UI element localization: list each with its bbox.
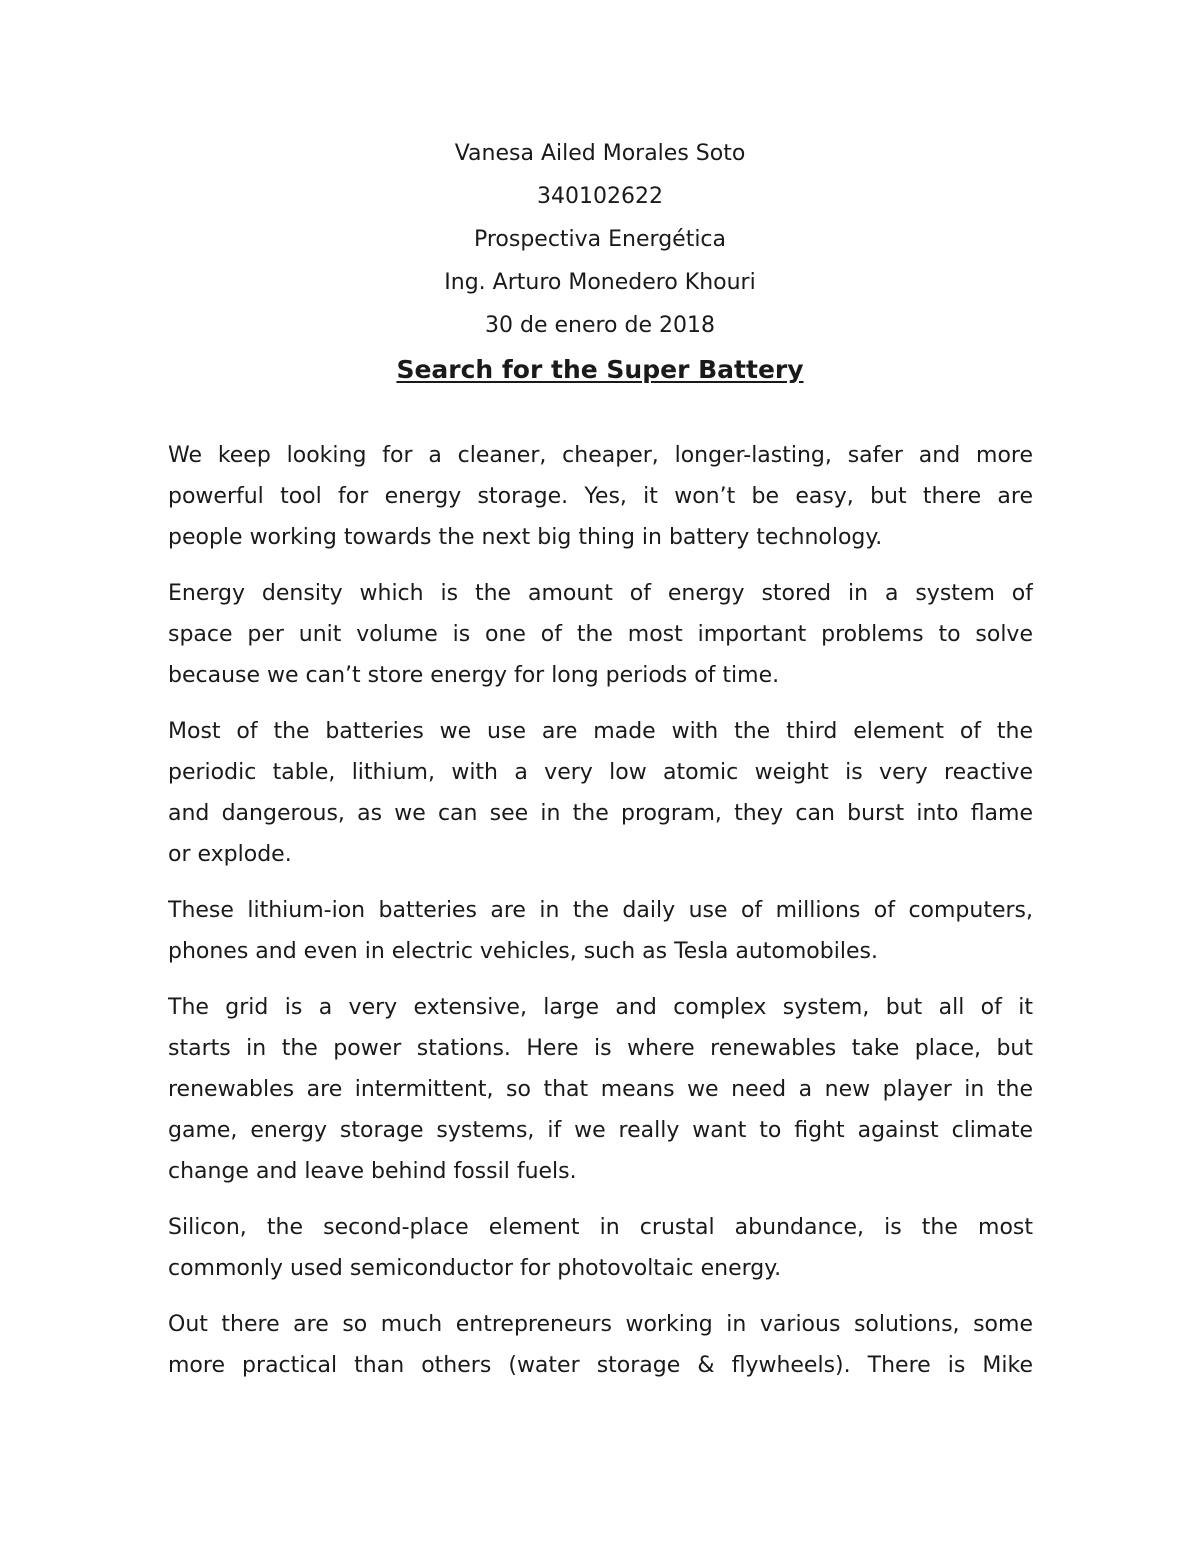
paragraph [168,435,1033,558]
paragraph-line: more practical than others (water storage & flywheels). There is Mike [168,1353,1033,1378]
paragraph [168,1304,1033,1386]
paragraph-line: These lithium-ion batteries are in the daily use of millions of computers, [168,898,1033,923]
paragraph-line: Out there are so much entrepreneurs working in various solutions, some [168,1312,1033,1337]
paragraph [168,711,1033,875]
paragraph-line: Most of the batteries we use are made with the third element of the [168,719,1033,744]
author-name: Vanesa Ailed Morales Soto [454,141,746,166]
course-name: Prospectiva Energética [473,227,727,252]
document-header [0,132,1200,347]
paragraph [168,1207,1033,1289]
paragraph [168,987,1033,1192]
paragraph-line: The grid is a very extensive, large and complex system, but all of it [168,995,1033,1020]
paragraph [168,890,1033,972]
student-id: 340102622 [537,184,663,209]
paragraph [168,573,1033,696]
paragraph-line: Energy density which is the amount of energy stored in a system of [168,581,1033,606]
paragraph-line: periodic table, lithium, with a very low atomic weight is very reactive [168,760,1033,785]
paragraph-line: commonly used semiconductor for photovoltaic energy. [168,1256,782,1281]
paragraph-line: game, energy storage systems, if we really want to fight against climate [168,1118,1033,1143]
paragraph-line: people working towards the next big thing in battery technology. [168,525,883,550]
paragraph-line: We keep looking for a cleaner, cheaper, longer-lasting, safer and more [168,443,1033,468]
paragraph-line: phones and even in electric vehicles, such as Tesla automobiles. [168,939,878,964]
paragraph-line: Silicon, the second-place element in crustal abundance, is the most [168,1215,1033,1240]
paragraph-line: change and leave behind fossil fuels. [168,1159,577,1184]
instructor-name: Ing. Arturo Monedero Khouri [444,270,756,295]
document-body [168,435,1033,1401]
paragraph-line: or explode. [168,842,292,867]
document-date: 30 de enero de 2018 [485,313,715,338]
paragraph-line: and dangerous, as we can see in the program, they can burst into flame [168,801,1033,826]
paragraph-line: renewables are intermittent, so that means we need a new player in the [168,1077,1033,1102]
paragraph-line: because we can’t store energy for long periods of time. [168,663,780,688]
paragraph-line: starts in the power stations. Here is where renewables take place, but [168,1036,1033,1061]
paragraph-line: powerful tool for energy storage. Yes, it won’t be easy, but there are [168,484,1033,509]
document-title: Search for the Super Battery [396,355,804,384]
paragraph-line: space per unit volume is one of the most important problems to solve [168,622,1033,647]
